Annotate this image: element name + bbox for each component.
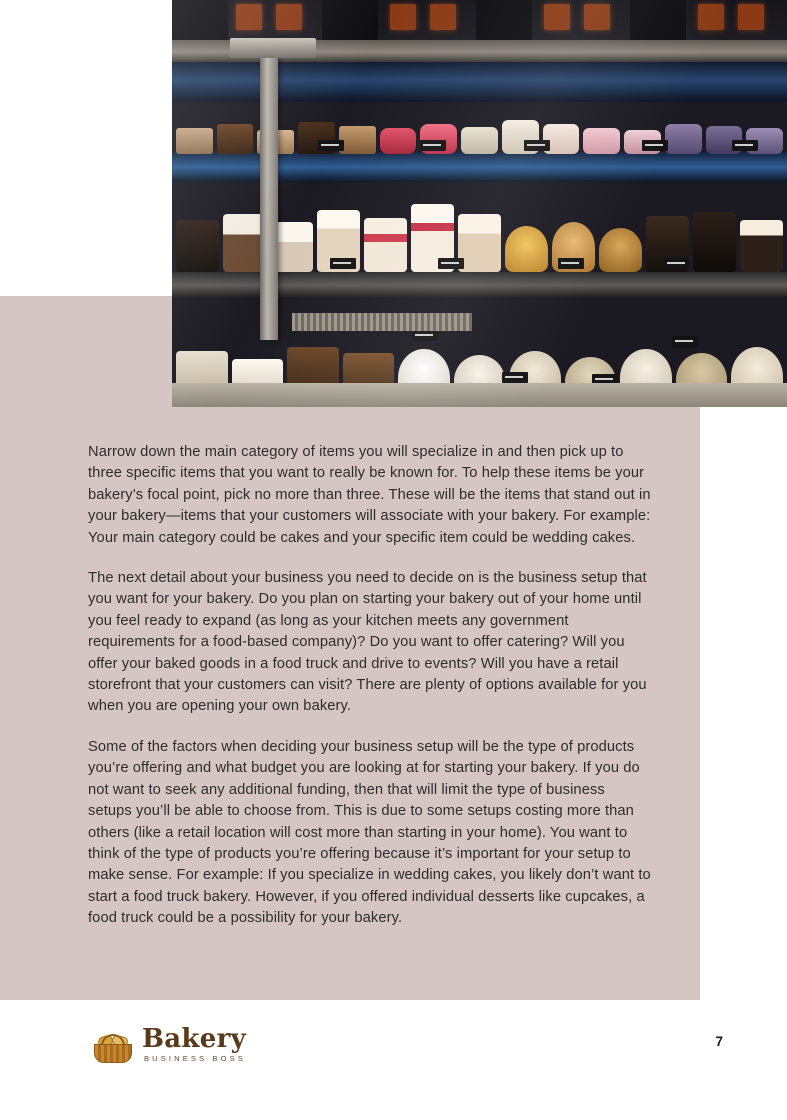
bakery-display-case-photo xyxy=(172,0,787,407)
photo-case-floor xyxy=(172,383,787,407)
page-number: 7 xyxy=(715,1034,723,1049)
logo-main-text: Bakery xyxy=(142,1023,246,1054)
photo-ceiling-band xyxy=(172,0,787,42)
photo-metal-post-head xyxy=(230,38,316,58)
page-footer xyxy=(0,1000,787,1120)
body-text-column xyxy=(88,442,652,930)
footer-logo xyxy=(92,1024,246,1064)
paragraph-1: Narrow down the main category of items you will specialize in and then pick up to three specific items that you want to really be known for. To help these items be your bakery’s focal point, pick no more than three. These will be the items that stand out in your bakery—items that your customers will associate with your bakery. For example: Your main category could be cakes and your specific item could be wedding cakes. xyxy=(88,444,651,546)
photo-metal-post xyxy=(260,40,278,340)
logo-sub-text: BUSINESS BOSS xyxy=(144,1053,246,1063)
paragraph-2: The next detail about your business you need to decide on is the business setup that you want for your bakery. Do you plan on starting your bakery out of your home until you feel ready to expand (as long as your kitchen meets any government requirements for a food-based company)? Do you want to offer catering? Will you offer your baked goods in a food truck and drive to events? Will you have a retail storefront that your customers can visit? There are plenty of options available for you when you are opening your own bakery. xyxy=(88,570,647,715)
photo-case-vent xyxy=(292,313,472,331)
bakery-basket-icon xyxy=(92,1024,136,1064)
paragraph-3: Some of the factors when deciding your business setup will be the type of products you’re offering and what budget you are looking at for starting your bakery. If you do not want to seek any additional funding, then that will limit the type of business setups you’ll be able to choose from. This is due to some setups costing more than others (like a retail location will cost more than starting in your home). You want to think of the type of products you’re offering because it’s important for your setup to make sense. For example: If you specialize in wedding cakes, you likely don’t want to start a food truck bakery. However, if you offered individual desserts like cupcakes, a food truck could be a possibility for your bakery. xyxy=(88,738,651,927)
